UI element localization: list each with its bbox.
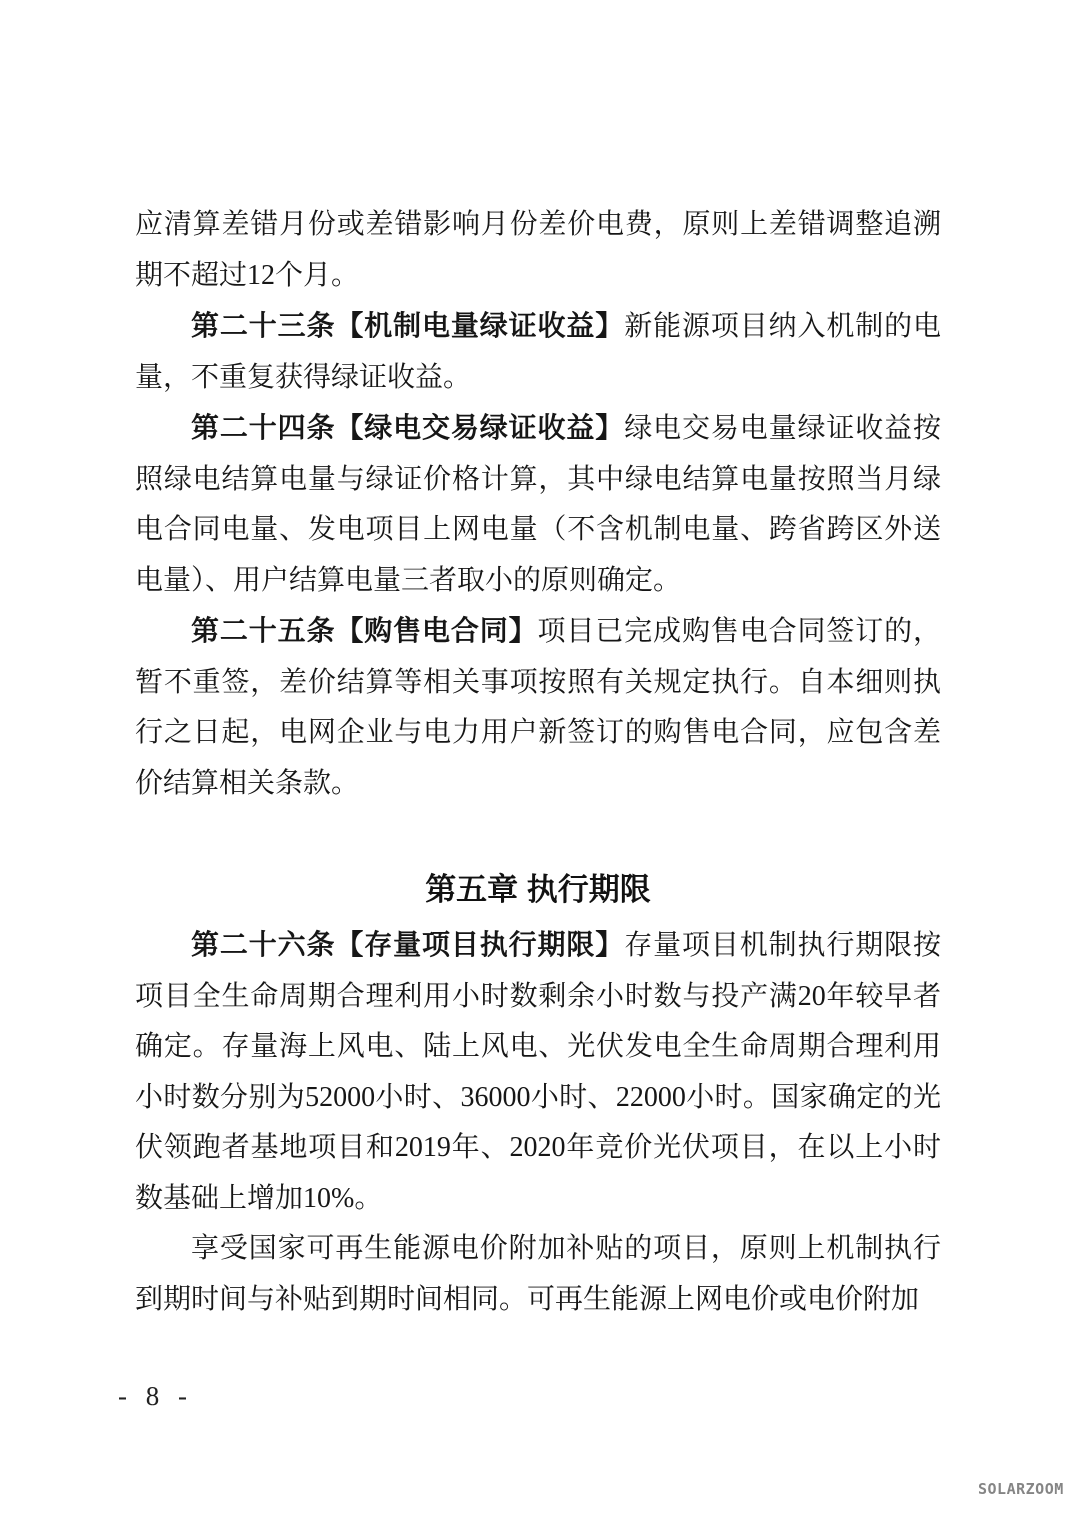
solarzoom-watermark: SOLARZOOM bbox=[978, 1480, 1064, 1498]
chapter-5-heading: 第五章 执行期限 bbox=[425, 872, 651, 907]
article-24-lead: 第二十四条【绿电交易绿证收益】 bbox=[191, 412, 625, 443]
paragraph-text: 应清算差错月份或差错影响月份差价电费，原则上差错调整追溯期不超过12个月。 bbox=[135, 209, 941, 291]
paragraph-error-settlement-tail bbox=[135, 200, 941, 301]
article-26-text: 存量项目机制执行期限按项目全生命周期合理利用小时数剩余小时数与投产满20年较早者确定。存量海上风电、陆上风电、光伏发电全生命周期合理利用小时数分别为52000小时、36000小时、22000小时。国家确定的光伏领跑者基地项目和2019年、2020年竞价光伏项目，在以上小时数基础上增加10%。 bbox=[135, 930, 941, 1214]
paragraph-article-23 bbox=[135, 301, 941, 403]
paragraph-text: 享受国家可再生能源电价附加补贴的项目，原则上机制执行到期时间与补贴到期时间相同。可再生能源上网电价或电价附加 bbox=[135, 1233, 941, 1315]
article-23-lead: 第二十三条【机制电量绿证收益】 bbox=[191, 310, 625, 341]
paragraph-article-26 bbox=[135, 920, 941, 1224]
paragraph-subsidy-projects bbox=[135, 1224, 941, 1325]
page-number: - 8 - bbox=[118, 1381, 193, 1411]
article-24-text: 绿电交易电量绿证收益按照绿电结算电量与绿证价格计算，其中绿电结算电量按照当月绿电合同电量、发电项目上网电量（不含机制电量、跨省跨区外送电量）、用户结算电量三者取小的原则确定。 bbox=[135, 413, 941, 596]
article-23-text: 新能源项目纳入机制的电量，不重复获得绿证收益。 bbox=[135, 311, 941, 393]
paragraph-article-24 bbox=[135, 403, 941, 606]
article-25-lead: 第二十五条【购售电合同】 bbox=[191, 615, 538, 646]
article-25-text: 项目已完成购售电合同签订的，暂不重签，差价结算等相关事项按照有关规定执行。自本细则执行之日起，电网企业与电力用户新签订的购售电合同，应包含差价结算相关条款。 bbox=[135, 616, 941, 799]
article-26-lead: 第二十六条【存量项目执行期限】 bbox=[191, 929, 625, 960]
paragraph-article-25 bbox=[135, 606, 941, 809]
document-body bbox=[135, 200, 941, 1325]
